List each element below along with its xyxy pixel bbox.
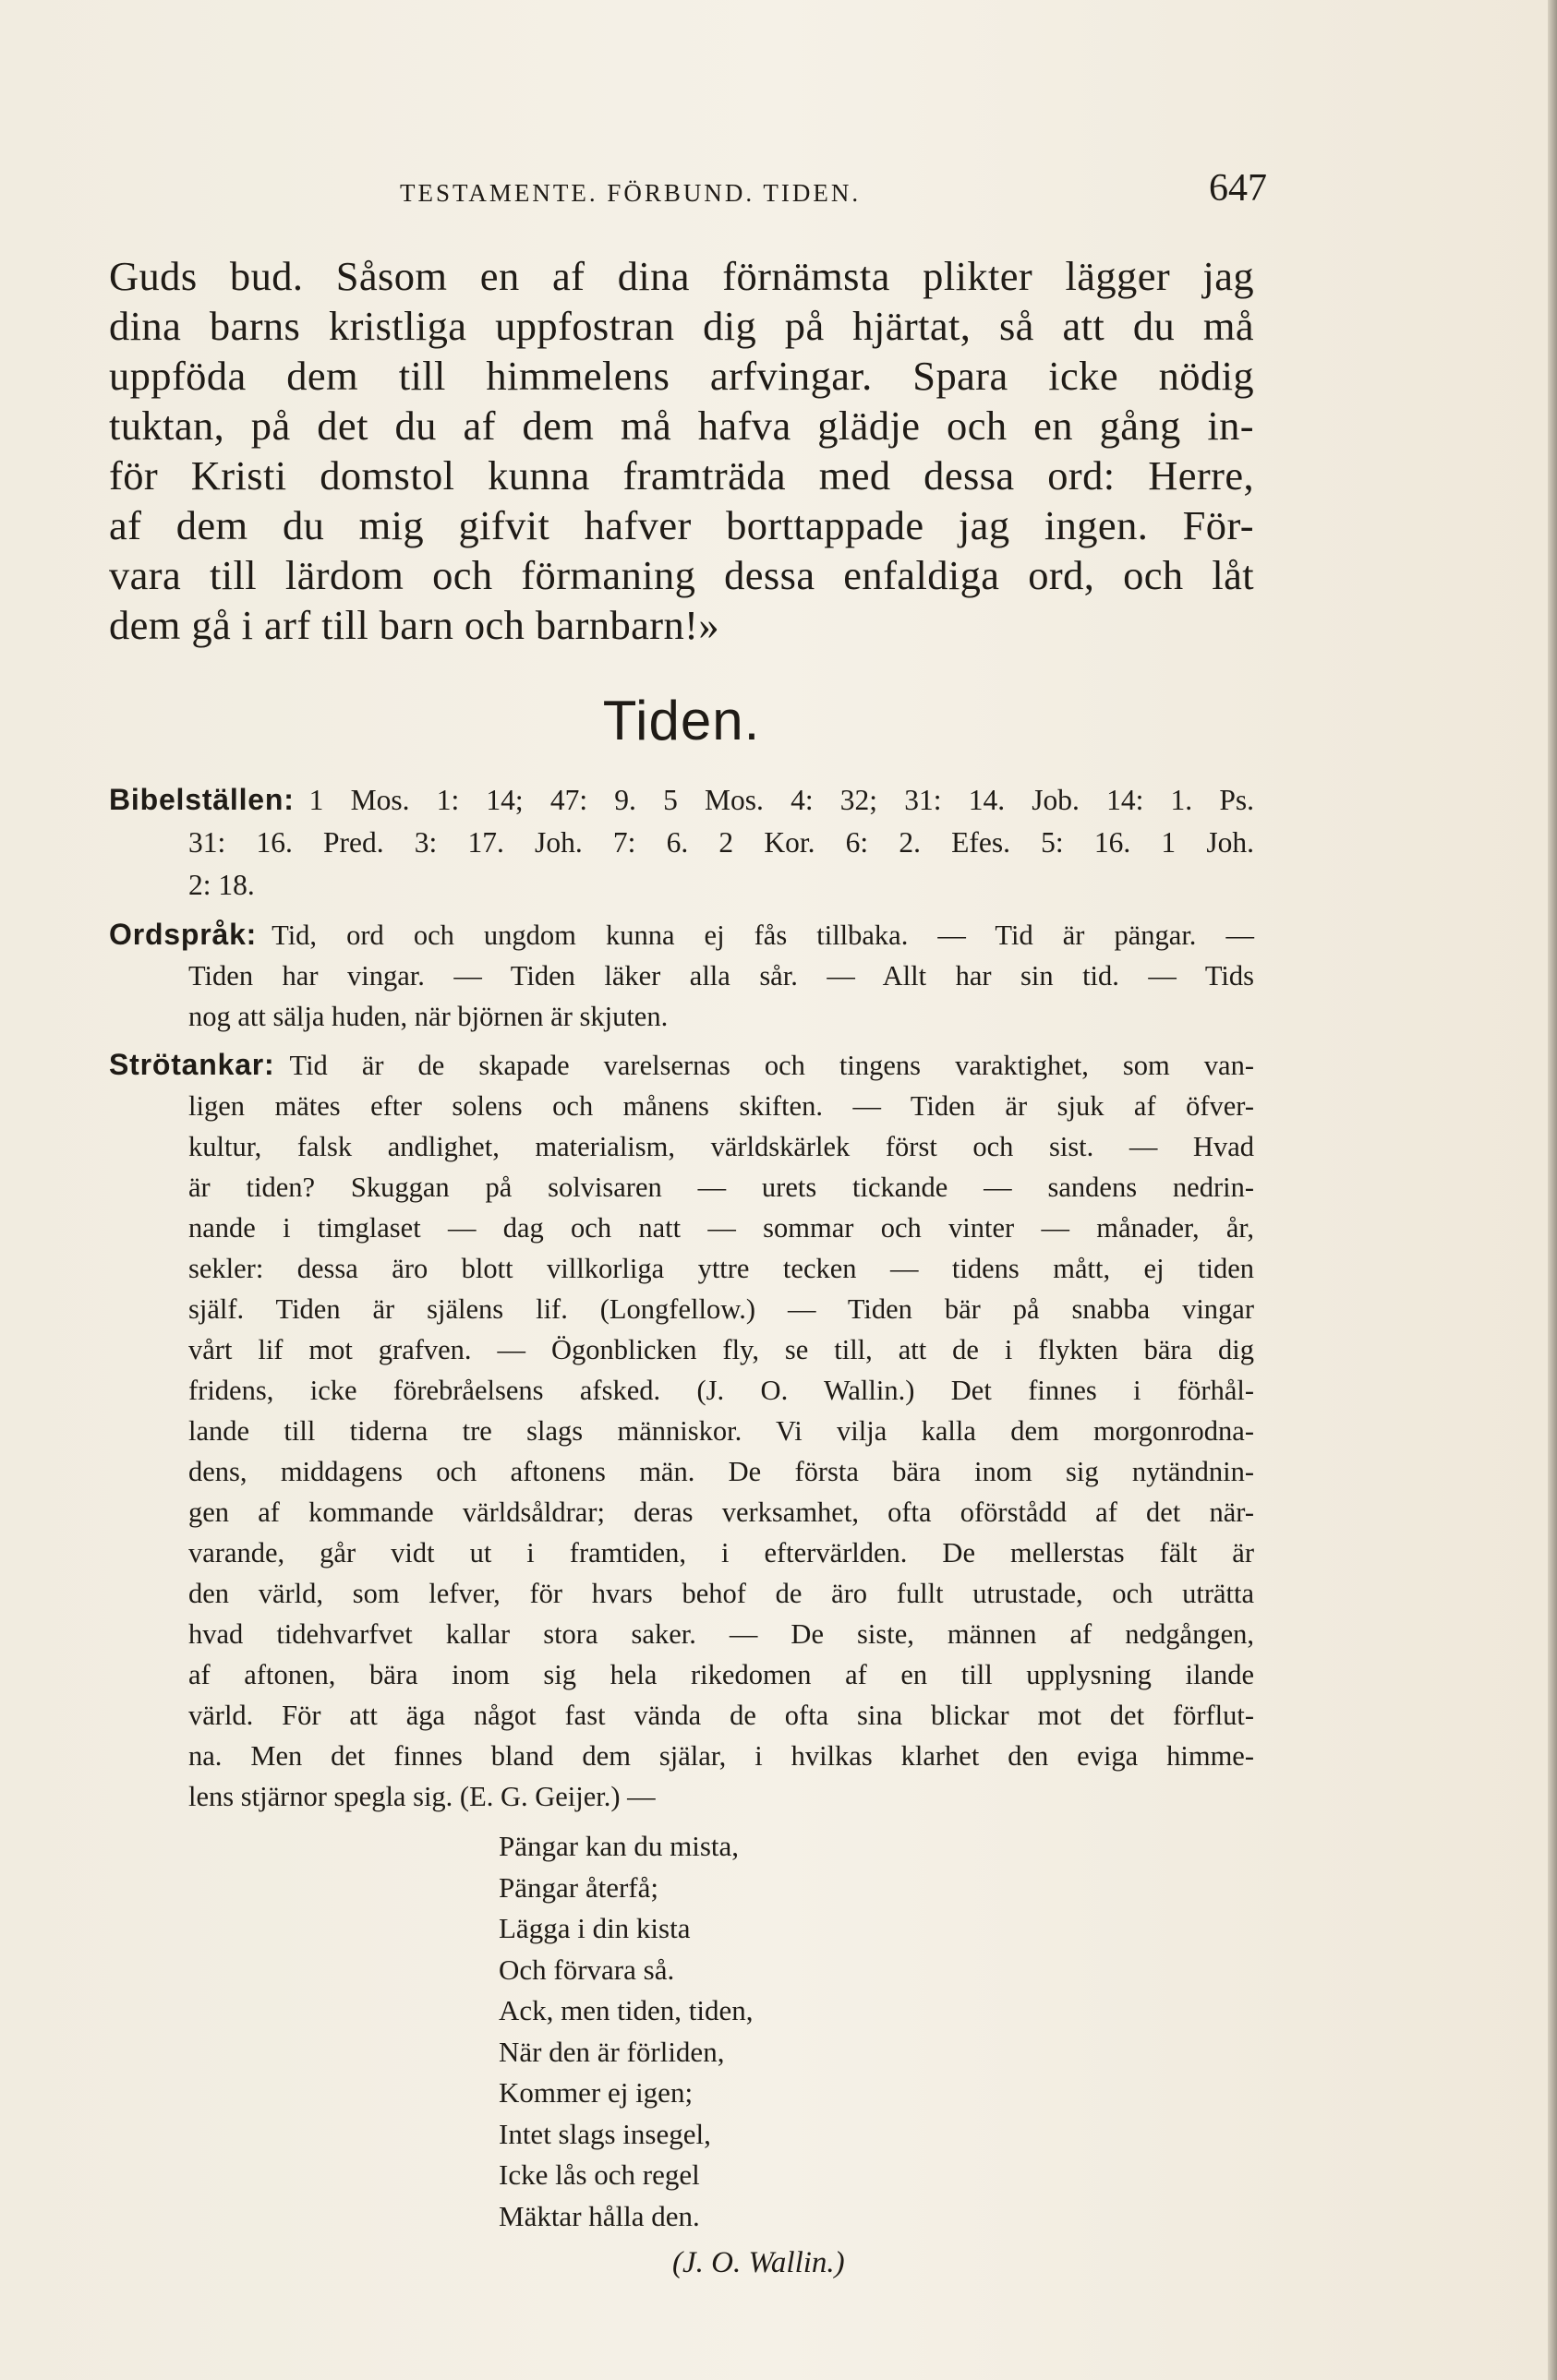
poem	[499, 1826, 1254, 2284]
lead-line: för Kristi domstol kunna framträda med dessa ord: Herre,	[109, 452, 1254, 499]
running-head	[109, 166, 1267, 231]
entry-line: nande i timglaset — dag och natt — sommar och vinter — månader, år,	[188, 1212, 1254, 1244]
entry-text: Tid, ord och ungdom kunna ej fås tillbaka. — Tid är pängar. —	[272, 920, 1254, 951]
entry-line: nog att sälja huden, när björnen är skjuten.	[188, 1001, 669, 1032]
entry-line	[109, 1044, 1254, 1086]
entry-line: vårt lif mot grafven. — Ögonblicken fly, se till, att de i flykten bära dig	[188, 1334, 1254, 1365]
ordsprak-entry	[109, 914, 1254, 1037]
lead-line: vara till lärdom och förmaning dessa enfaldiga ord, och låt	[109, 552, 1254, 598]
lead-paragraph	[109, 251, 1254, 650]
strotankar-label: Strötankar:	[109, 1048, 275, 1081]
lead-line: tuktan, på det du af dem må hafva glädje och en gång in-	[109, 403, 1254, 449]
entry-line: varande, går vidt ut i framtiden, i eftervärlden. De mellerstas fält är	[188, 1537, 1254, 1569]
entry-line: är tiden? Skuggan på solvisaren — urets tickande — sandens nedrin-	[188, 1172, 1254, 1203]
lead-line: Guds bud. Såsom en af dina förnämsta plikter lägger jag	[109, 253, 1254, 299]
poem-line: Intet slags insegel,	[499, 2117, 711, 2150]
poem-line: Mäktar hålla den.	[499, 2199, 700, 2232]
lead-line: uppföda dem till himmelens arfvingar. Spara icke nödig	[109, 353, 1254, 399]
entry-text: Tid är de skapade varelsernas och tingens varaktighet, som van-	[289, 1050, 1254, 1081]
entry-line: ligen mätes efter solens och månens skiften. — Tiden är sjuk af öfver-	[188, 1090, 1254, 1122]
entry-line: na. Men det finnes bland dem själar, i hvilkas klarhet den eviga himme-	[188, 1740, 1254, 1772]
strotankar-entry	[109, 1044, 1254, 1817]
entry-line: gen af kommande världsåldrar; deras verksamhet, ofta oförstådd af det när-	[188, 1497, 1254, 1528]
ordsprak-label: Ordspråk:	[109, 918, 258, 951]
entry-line	[109, 914, 1254, 956]
entry-line: 31: 16. Pred. 3: 17. Joh. 7: 6. 2 Kor. 6: 2. Efes. 5: 16. 1 Joh.	[188, 826, 1254, 859]
lead-line: dina barns kristliga uppfostran dig på hjärtat, så att du må	[109, 303, 1254, 349]
running-title: TESTAMENTE. FÖRBUND. TIDEN.	[400, 179, 862, 207]
entry-text: 1 Mos. 1: 14; 47: 9. 5 Mos. 4: 32; 31: 14. Job. 14: 1. Ps.	[308, 784, 1254, 816]
lead-line: af dem du mig gifvit hafver borttappade jag ingen. För-	[109, 502, 1254, 548]
poem-line: Och förvara så.	[499, 1953, 675, 1986]
poem-line: Ack, men tiden, tiden,	[499, 1994, 754, 2026]
entry-line: den värld, som lefver, för hvars behof de äro fullt utrustade, och uträtta	[188, 1578, 1254, 1609]
poem-line: Icke lås och regel	[499, 2158, 700, 2191]
page-number: 647	[1209, 167, 1267, 210]
entry-line: Tiden har vingar. — Tiden läker alla sår. — Allt har sin tid. — Tids	[188, 960, 1254, 992]
entry-line: sekler: dessa äro blott villkorliga yttre tecken — tidens mått, ej tiden	[188, 1253, 1254, 1284]
entry-line: hvad tidehvarfvet kallar stora saker. — De siste, männen af nedgången,	[188, 1618, 1254, 1650]
poem-line: När den är förliden,	[499, 2035, 725, 2068]
entry-line: lande till tiderna tre slags människor. Vi vilja kalla dem morgonrodna-	[188, 1415, 1254, 1447]
poem-line: Kommer ej igen;	[499, 2076, 694, 2109]
bibelstallen-entry	[109, 778, 1254, 907]
poem-line: Pängar återfå;	[499, 1870, 658, 1904]
section-title: Tiden.	[602, 690, 761, 751]
entry-line: själf. Tiden är själens lif. (Longfellow.) — Tiden bär på snabba vingar	[188, 1293, 1254, 1325]
bibelstallen-label: Bibelställen:	[109, 783, 295, 816]
entry-line: värld. För att äga något fast vända de ofta sina blickar mot det förflut-	[188, 1700, 1254, 1731]
entry-line: lens stjärnor spegla sig. (E. G. Geijer.) —	[188, 1781, 656, 1812]
poem-line: Pängar kan du mista,	[499, 1830, 740, 1862]
entry-line: fridens, icke förebråelsens afsked. (J. O. Wallin.) Det finnes i förhål-	[188, 1375, 1254, 1406]
poem-attribution: (J. O. Wallin.)	[672, 2246, 845, 2279]
entry-line: dens, middagens och aftonens män. De första bära inom sig nytändnin-	[188, 1456, 1254, 1487]
entry-line: 2: 18.	[188, 869, 255, 901]
text-column	[109, 166, 1267, 2284]
poem-line: Lägga i din kista	[499, 1912, 691, 1944]
lead-line: dem gå i arf till barn och barnbarn!»	[109, 602, 720, 648]
entry-line: kultur, falsk andlighet, materialism, världskärlek först och sist. — Hvad	[188, 1131, 1254, 1162]
entry-line: af aftonen, bära inom sig hela rikedomen af en till upplysning ilande	[188, 1659, 1254, 1690]
entry-line	[109, 778, 1254, 822]
page-edge-shadow	[1548, 0, 1557, 2380]
